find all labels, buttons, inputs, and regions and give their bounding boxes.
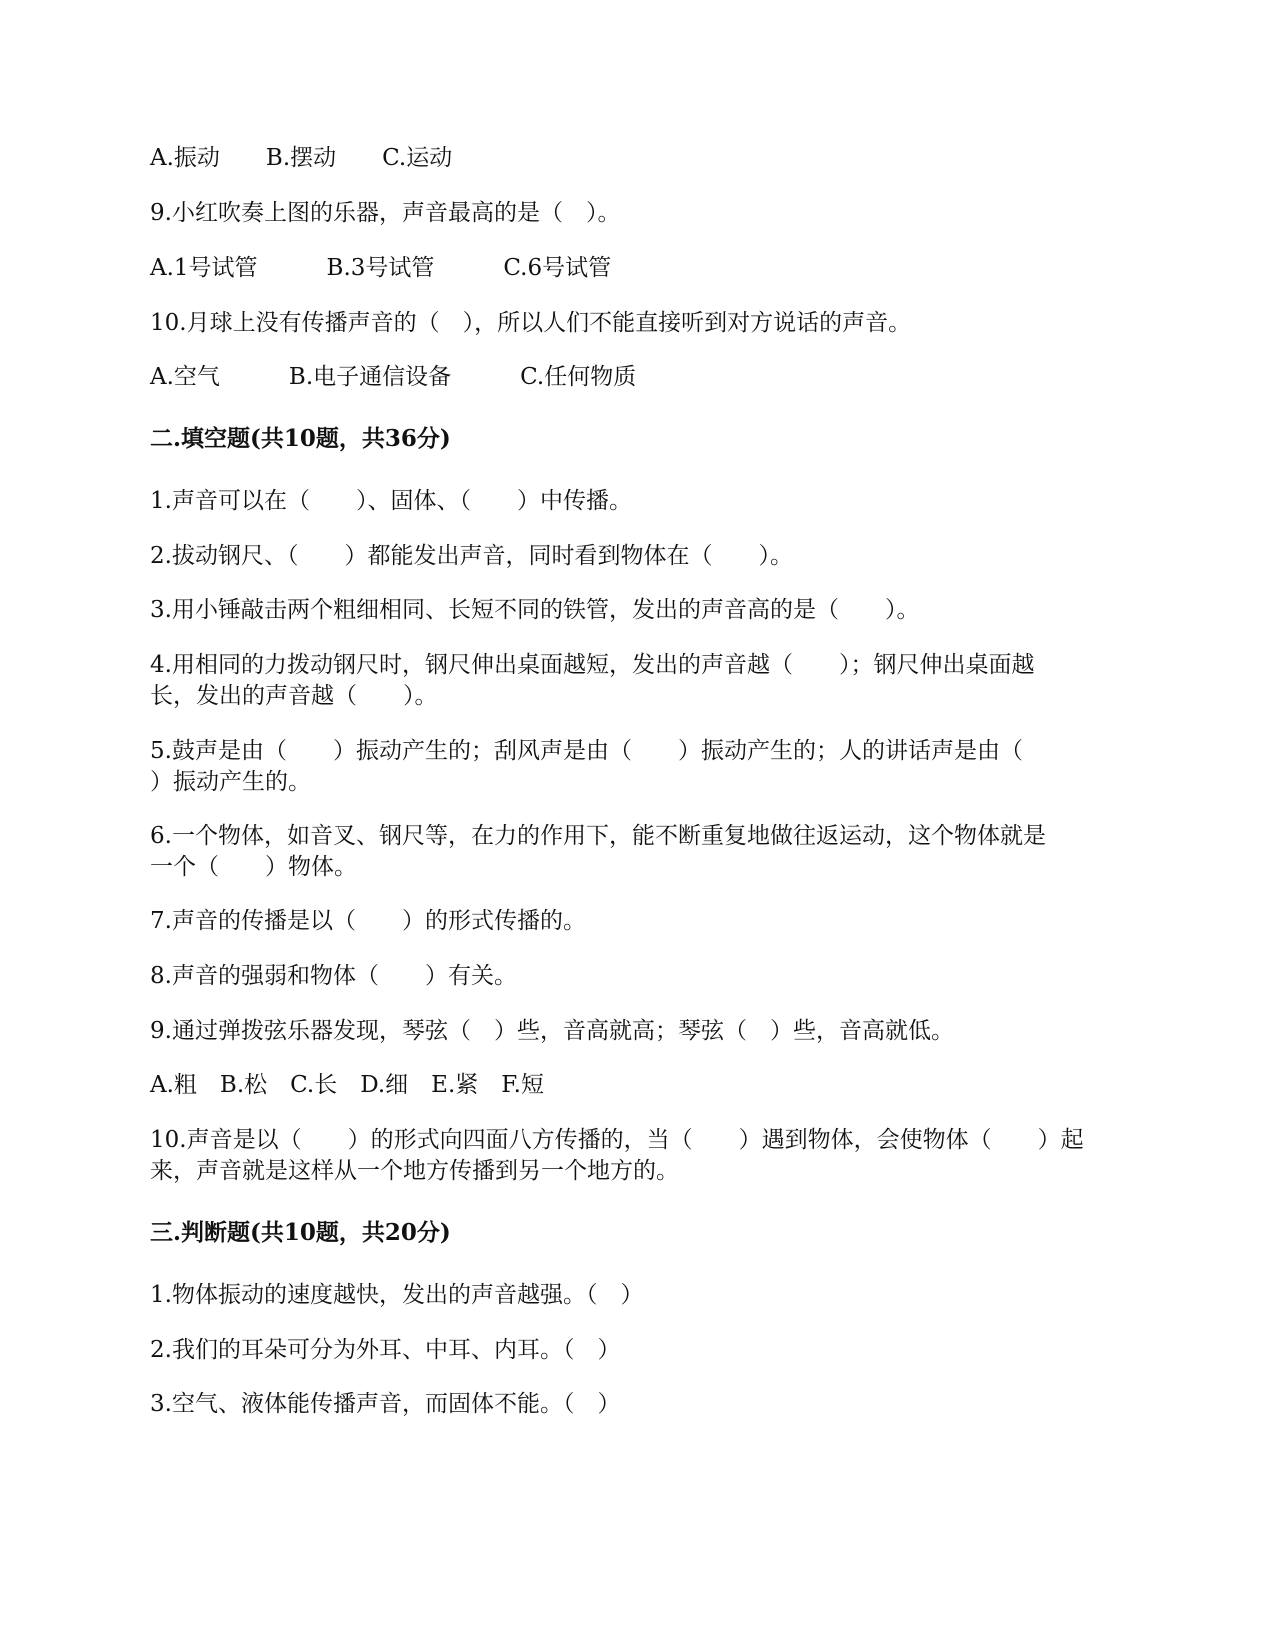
question-text: 6.一个物体，如音叉、钢尺等，在力的作用下，能不断重复地做往返运动，这个物体就是: [150, 823, 1046, 849]
question-options: A.1号试管 B.3号试管 C.6号试管: [150, 255, 612, 281]
question-text: 2.拔动钢尺、（ ）都能发出声音，同时看到物体在（ ）。: [150, 543, 793, 569]
section-heading-true-false: 三.判断题(共10题，共20分): [150, 1219, 451, 1246]
question-text: 10.声音是以（ ）的形式向四面八方传播的，当（ ）遇到物体，会使物体（ ）起: [150, 1127, 1084, 1153]
question-text: 3.用小锤敲击两个粗细相同、长短不同的铁管，发出的声音高的是（ ）。: [150, 597, 920, 623]
section-heading-fill-in: 二.填空题(共10题，共36分): [150, 425, 451, 452]
question-text: 8.声音的强弱和物体（ ）有关。: [150, 963, 517, 989]
question-text: 7.声音的传播是以（ ）的形式传播的。: [150, 908, 586, 934]
question-text: 1.物体振动的速度越快，发出的声音越强。（ ）: [150, 1282, 644, 1308]
question-text: 3.空气、液体能传播声音，而固体不能。（ ）: [150, 1391, 621, 1417]
question-text-continued: 长，发出的声音越（ ）。: [150, 683, 438, 709]
question-options: A.粗 B.松 C.长 D.细 E.紧 F.短: [150, 1072, 544, 1098]
question-text: 5.鼓声是由（ ）振动产生的；刮风声是由（ ）振动产生的；人的讲话声是由（: [150, 738, 1023, 764]
question-text: 2.我们的耳朵可分为外耳、中耳、内耳。（ ）: [150, 1337, 621, 1363]
question-text: 9.小红吹奏上图的乐器，声音最高的是（ ）。: [150, 200, 621, 226]
question-text-continued: ）振动产生的。: [150, 769, 311, 795]
question-options: A.振动 B.摆动 C.运动: [150, 145, 453, 171]
question-text: 1.声音可以在（ ）、固体、（ ）中传播。: [150, 488, 632, 514]
question-options: A.空气 B.电子通信设备 C.任何物质: [150, 364, 637, 390]
question-text: 10.月球上没有传播声音的（ ），所以人们不能直接听到对方说话的声音。: [150, 310, 912, 336]
question-text-continued: 一个（ ）物体。: [150, 854, 357, 880]
question-text: 4.用相同的力拨动钢尺时，钢尺伸出桌面越短，发出的声音越（ ）；钢尺伸出桌面越: [150, 652, 1035, 678]
question-text-continued: 来，声音就是这样从一个地方传播到另一个地方的。: [150, 1158, 679, 1184]
question-text: 9.通过弹拨弦乐器发现，琴弦（ ）些，音高就高；琴弦（ ）些，音高就低。: [150, 1018, 954, 1044]
